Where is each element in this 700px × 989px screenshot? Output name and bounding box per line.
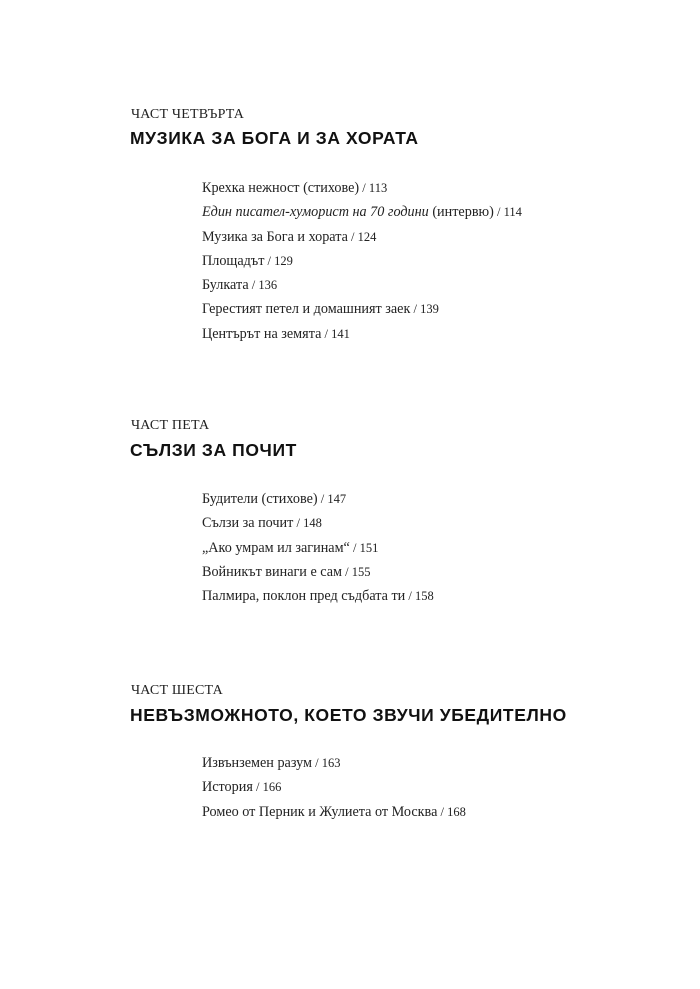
toc-separator: / <box>342 564 352 579</box>
section-6-toc-list <box>202 751 466 824</box>
toc-entry-page: 147 <box>327 492 347 506</box>
toc-separator: / <box>359 181 369 195</box>
toc-entry[interactable] <box>202 297 522 321</box>
toc-entry-page: 151 <box>359 540 379 555</box>
toc-entry-page: 148 <box>303 516 322 531</box>
toc-separator: / <box>493 205 504 220</box>
section-4-kicker: ЧАСТ ЧЕТВЪРТА <box>131 107 245 122</box>
toc-entry-page: 113 <box>368 181 388 195</box>
toc-separator: / <box>312 756 322 770</box>
toc-entry-title: Извънземен разум <box>202 755 313 771</box>
toc-entry[interactable] <box>202 560 434 584</box>
toc-entry-title: Булката <box>202 277 249 294</box>
toc-entry-page: 168 <box>447 804 466 819</box>
toc-entry-note: (стихове) <box>299 180 360 196</box>
toc-entry-title: Центърът на земята <box>202 325 322 342</box>
toc-entry-title: Музика за Бога и хората <box>202 228 348 245</box>
toc-separator: / <box>437 804 448 819</box>
toc-entry[interactable] <box>202 751 466 775</box>
toc-separator: / <box>248 278 259 293</box>
toc-entry[interactable] <box>202 176 522 200</box>
toc-entry[interactable] <box>202 200 522 224</box>
toc-entry-page: 114 <box>503 205 522 220</box>
toc-entry-note: (стихове) <box>257 491 318 507</box>
section-6-kicker: ЧАСТ ШЕСТА <box>131 683 223 698</box>
toc-entry[interactable] <box>202 487 434 511</box>
toc-entry-page: 158 <box>415 589 434 604</box>
toc-entry-title: Войникът винаги е сам <box>202 563 343 580</box>
toc-separator: / <box>293 516 304 531</box>
toc-separator: / <box>347 229 358 244</box>
toc-separator: / <box>264 253 275 268</box>
toc-entry[interactable] <box>202 249 522 273</box>
toc-separator: / <box>321 326 332 341</box>
section-4-toc-list <box>202 176 522 346</box>
toc-entry-title: Ромео от Перник и Жулиета от Москва <box>202 803 438 820</box>
section-6-title: НЕВЪЗМОЖНОТО, КОЕТО ЗВУЧИ УБЕДИТЕЛНО <box>130 705 567 725</box>
toc-separator: / <box>317 492 328 506</box>
toc-entry-page: 124 <box>357 229 377 244</box>
toc-entry-page: 139 <box>420 302 439 317</box>
toc-entry-page: 129 <box>274 253 293 268</box>
toc-entry-title: Палмира, поклон пред съдбата ти <box>202 588 406 605</box>
toc-entry-title: Площадът <box>202 252 265 269</box>
toc-entry-page: 163 <box>321 756 341 770</box>
toc-separator: / <box>405 589 416 604</box>
toc-entry-title: Будители <box>202 491 258 507</box>
toc-entry[interactable] <box>202 584 434 608</box>
toc-separator: / <box>349 540 360 555</box>
toc-entry[interactable] <box>202 536 434 560</box>
toc-entry-page: 141 <box>331 326 350 341</box>
section-5-title: СЪЛЗИ ЗА ПОЧИТ <box>130 440 297 460</box>
toc-entry-title: Сълзи за почит <box>202 515 294 532</box>
toc-entry-title: „Ако умрам ил загинам“ <box>202 539 350 556</box>
toc-entry-title: История <box>202 779 253 796</box>
toc-separator: / <box>252 780 263 795</box>
toc-entry-title: Един писател-хуморист на 70 години <box>202 204 429 221</box>
toc-entry-title: Крехка нежност <box>202 180 300 196</box>
toc-entry[interactable] <box>202 800 466 824</box>
section-4-title: МУЗИКА ЗА БОГА И ЗА ХОРАТА <box>130 128 419 148</box>
toc-entry-note: (интервю) <box>428 204 494 221</box>
section-5-toc-list <box>202 487 434 608</box>
toc-entry[interactable] <box>202 225 522 249</box>
toc-entry-page: 166 <box>262 780 282 795</box>
toc-entry-title: Герестият петел и домашният заек <box>202 301 411 318</box>
toc-entry-page: 136 <box>258 278 278 293</box>
toc-entry[interactable] <box>202 322 522 346</box>
toc-entry-page: 155 <box>351 564 371 579</box>
toc-separator: / <box>410 302 421 317</box>
toc-entry[interactable] <box>202 775 466 799</box>
toc-entry[interactable] <box>202 511 434 535</box>
section-5-kicker: ЧАСТ ПЕТА <box>131 418 210 433</box>
toc-entry[interactable] <box>202 273 522 297</box>
